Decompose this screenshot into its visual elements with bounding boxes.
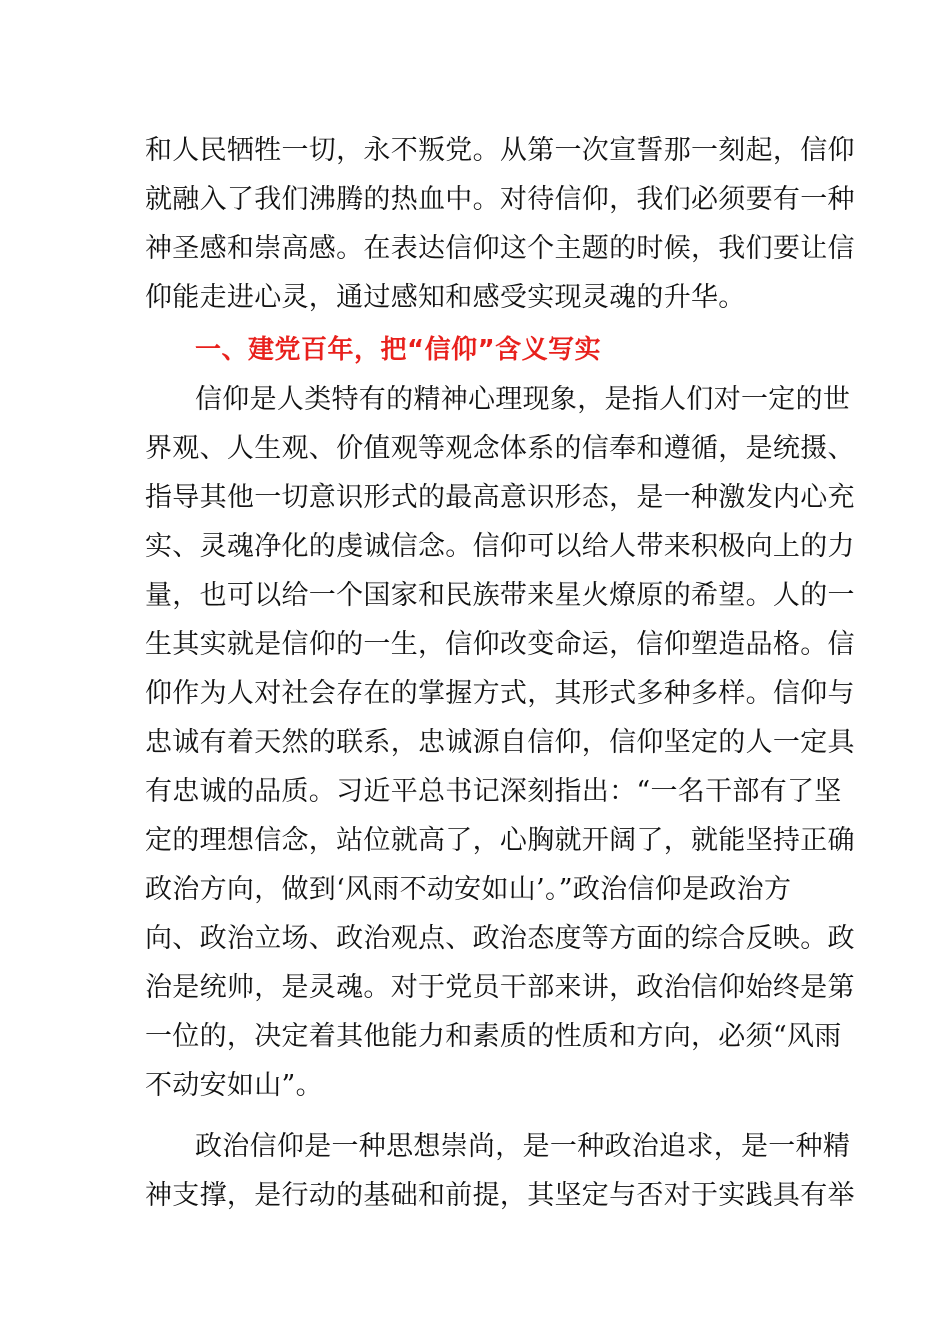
text-line: 仰作为人对社会存在的掌握方式，其形式多种多样。信仰与 (145, 678, 855, 709)
text-line: 生其实就是信仰的一生，信仰改变命运，信仰塑造品格。信 (145, 629, 855, 660)
text-line: 一位的，决定着其他能力和素质的性质和方向，必须“风雨 (145, 1021, 842, 1052)
section-heading: 一、建党百年，把“信仰”含义写实 (195, 335, 602, 365)
text-line: 政治信仰是一种思想崇尚，是一种政治追求，是一种精 (195, 1131, 851, 1162)
text-line: 仰能走进心灵，通过感知和感受实现灵魂的升华。 (145, 282, 746, 313)
text-line: 治是统帅，是灵魂。对于党员干部来讲，政治信仰始终是第 (145, 972, 855, 1003)
text-line: 量，也可以给一个国家和民族带来星火燎原的希望。人的一 (145, 580, 855, 611)
text-line: 忠诚有着天然的联系，忠诚源自信仰，信仰坚定的人一定具 (145, 727, 855, 758)
text-line: 和人民牺牲一切，永不叛党。从第一次宣誓那一刻起，信仰 (145, 135, 855, 166)
text-line: 神支撑，是行动的基础和前提，其坚定与否对于实践具有举 (145, 1180, 855, 1211)
text-line: 不动安如山”。 (145, 1070, 323, 1101)
text-line: 定的理想信念，站位就高了，心胸就开阔了，就能坚持正确 (145, 825, 855, 856)
text-line: 信仰是人类特有的精神心理现象，是指人们对一定的世 (195, 384, 851, 415)
text-line: 指导其他一切意识形式的最高意识形态，是一种激发内心充 (145, 482, 855, 513)
text-line: 向、政治立场、政治观点、政治态度等方面的综合反映。政 (145, 923, 855, 954)
text-line: 实、灵魂净化的虔诚信念。信仰可以给人带来积极向上的力 (145, 531, 855, 562)
text-line: 界观、人生观、价值观等观念体系的信奉和遵循，是统摄、 (145, 433, 855, 464)
text-line: 政治方向，做到‘风雨不动安如山’。”政治信仰是政治方 (145, 874, 792, 905)
text-line: 神圣感和崇高感。在表达信仰这个主题的时候，我们要让信 (145, 233, 855, 264)
text-line: 有忠诚的品质。习近平总书记深刻指出：“一名干部有了坚 (145, 776, 842, 807)
text-line: 就融入了我们沸腾的热血中。对待信仰，我们必须要有一种 (145, 184, 855, 215)
